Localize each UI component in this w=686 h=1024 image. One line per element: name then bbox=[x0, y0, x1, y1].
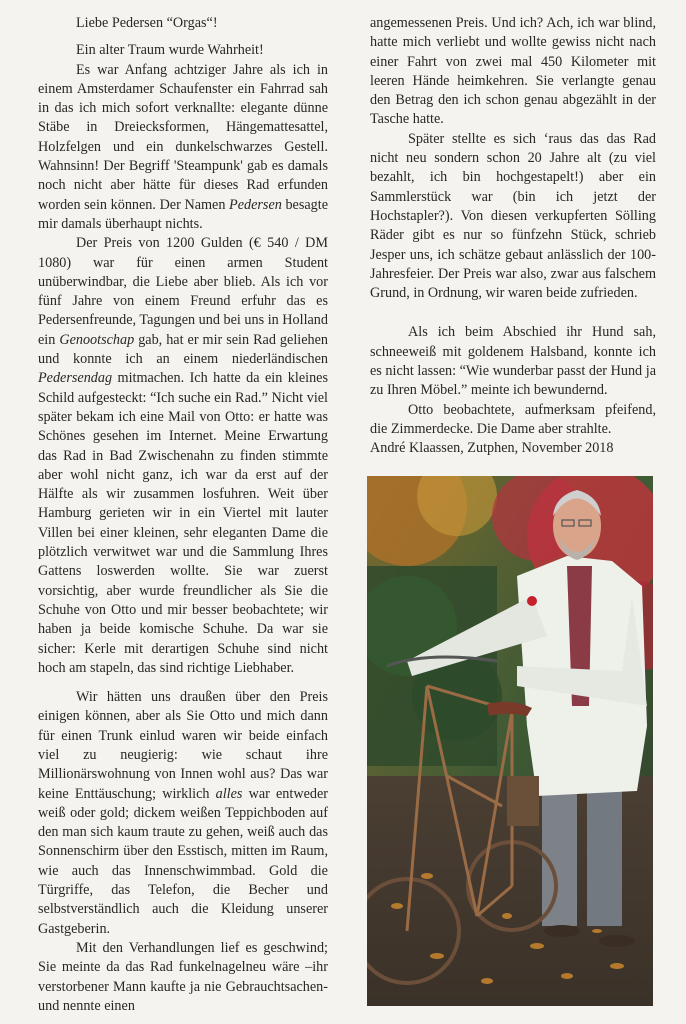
letter-signature: André Klaassen, Zutphen, November 2018 bbox=[370, 440, 614, 457]
trousers-left-leg bbox=[542, 776, 577, 926]
photo-man-with-bicycle bbox=[367, 476, 653, 1006]
photo-illustration bbox=[367, 476, 653, 1006]
letter-paragraph-4-end: angemessenen Preis. Und ich? Ach, ich war blind, hatte mich verliebt und wollte gewiss nicht nach einer Fahrt von zwei mal 450 Kilometer mit leeren Hände heimkehren. Sie verlangte genau den Betrag den ich schon genau abgezählt in der Tasche hatte. bbox=[370, 15, 656, 128]
letter-paragraph-6: Als ich beim Abschied ihr Hund sah, schneeweiß mit goldenem Halsband, konnte ich es nicht lassen: “Wie wunderbar passt der Hund ja zu Ihren Möbel.” meinte ich bewundernd. bbox=[370, 324, 656, 399]
letter-column-right bbox=[370, 14, 656, 459]
saddle-bag bbox=[507, 776, 539, 826]
shoe bbox=[544, 925, 580, 937]
letter-paragraph-7: Otto beobachtete, aufmerksam pfeifend, die Zimmerdecke. Die Dame aber strahlte. bbox=[370, 401, 656, 437]
letter-greeting: Liebe Pedersen “Orgas“! bbox=[76, 15, 218, 31]
letter-paragraph-2: Der Preis von 1200 Gulden (€ 540 / DM 1080) war für einen armen Student unüberwindbar, die Liebe aber blieb. Als ich vor fünf Jahre von einem Freund erfuhr das es Pedersenfreunde, Tagungen und bei uns in Holland ein Genootschap gab, hat er mir sein Rad geliehen und konnte ich an einem niederländischen Pedersendag mitmachen. Ich hatte da ein kleines Schild aufgesteckt: “Ich suche ein Rad.” Nicht viel später bekam ich eine Mail von Otto: er hatte was Schönes gesehen im Internet. Meine Erwartung das Rad in Bad Zwischenahn zu finden stimmte aber wohl nicht ganz, ich war da erst auf der Hälfte als wir zusammen losfuhren. Weit über Hamburg gerieten wir in ein Viertel mit lauter Villen bei einer kleinen, sehr eleganten Dame die plötzlich verwitwet war und die Sammlung Ihres Gattens loswerden wollte. Sie war zuerst vorsichtig, aber wurde freundlicher als Sie die Schuhe von Otto und mir besser beobachtete; wir haben ja beide komische Schuhe. Da war sie sicher: Kerle mit derartigen Schuhe sind nicht hoch am stapeln, das sind richtige Liebhaber. bbox=[38, 235, 328, 676]
letter-paragraph-3: Wir hätten uns draußen über den Preis einigen können, aber als Sie Otto und mich dann für einen Trunk einlud waren wir beide einfach viel zu neugierig: wie schaut ihre Millionärswohnung von Innen wohl aus? Das war keine Enttäuschung; wirklich alles war entweder weiß oder gold; dickem weißen Teppichboden auf den man sich kaum traute zu gehen, weiß auch das Sonnenschirm über den Esstisch, mitten im Raum, wie auch das Innenschwimmbad. Gold die Türgriffe, das Telefon, die Becher und selbstverständlich auch die Kleidung unserer Gastgeberin. bbox=[38, 689, 328, 937]
letter-paragraph-4-start: Mit den Verhandlungen lief es geschwind; Sie meinte da das Rad funkelnagelneu wäre –ihr verstorbener Mann kaufte ja nie Gebrauchtsachen- und nennte einen bbox=[38, 939, 328, 1014]
poppy-pin bbox=[527, 596, 537, 606]
letter-paragraph-1: Es war Anfang achtziger Jahre als ich in einem Amsterdamer Schaufenster ein Fahrrad sah in das ich mich sofort verknallte: elegante dünne Stäbe in Dreiecksformen, Hängemattesattel, Holzfelgen und ein dunkelschwarzes Gestell. Wahnsinn! Der Begriff 'Steampunk' gab es damals noch nicht aber hätte für dieses Rad erfunden worden sein können. Der Namen Pedersen besagte mir damals überhaupt nichts. bbox=[38, 61, 329, 232]
letter-paragraph-5: Später stellte es sich ‘raus das das Rad nicht neu sondern schon 20 Jahre alt (zu viel bezahlt, ich bin hochgestapelt!) aber ein Sammlerstück war (bin ich jetzt der Hochstapler?). Von diesen verkupferten Sölling Räder gibt es nur so fünfzehn Stück, schrieb Jesper uns, ich schätze gebaut anlässlich der 100-Jahresfeier. Der Preis war also, zwar aus falschem Grund, in Ordnung, wir waren beide zufrieden. bbox=[370, 130, 656, 302]
letter-headline: Ein alter Traum wurde Wahrheit! bbox=[76, 42, 264, 59]
letter-column-left bbox=[38, 14, 328, 1016]
